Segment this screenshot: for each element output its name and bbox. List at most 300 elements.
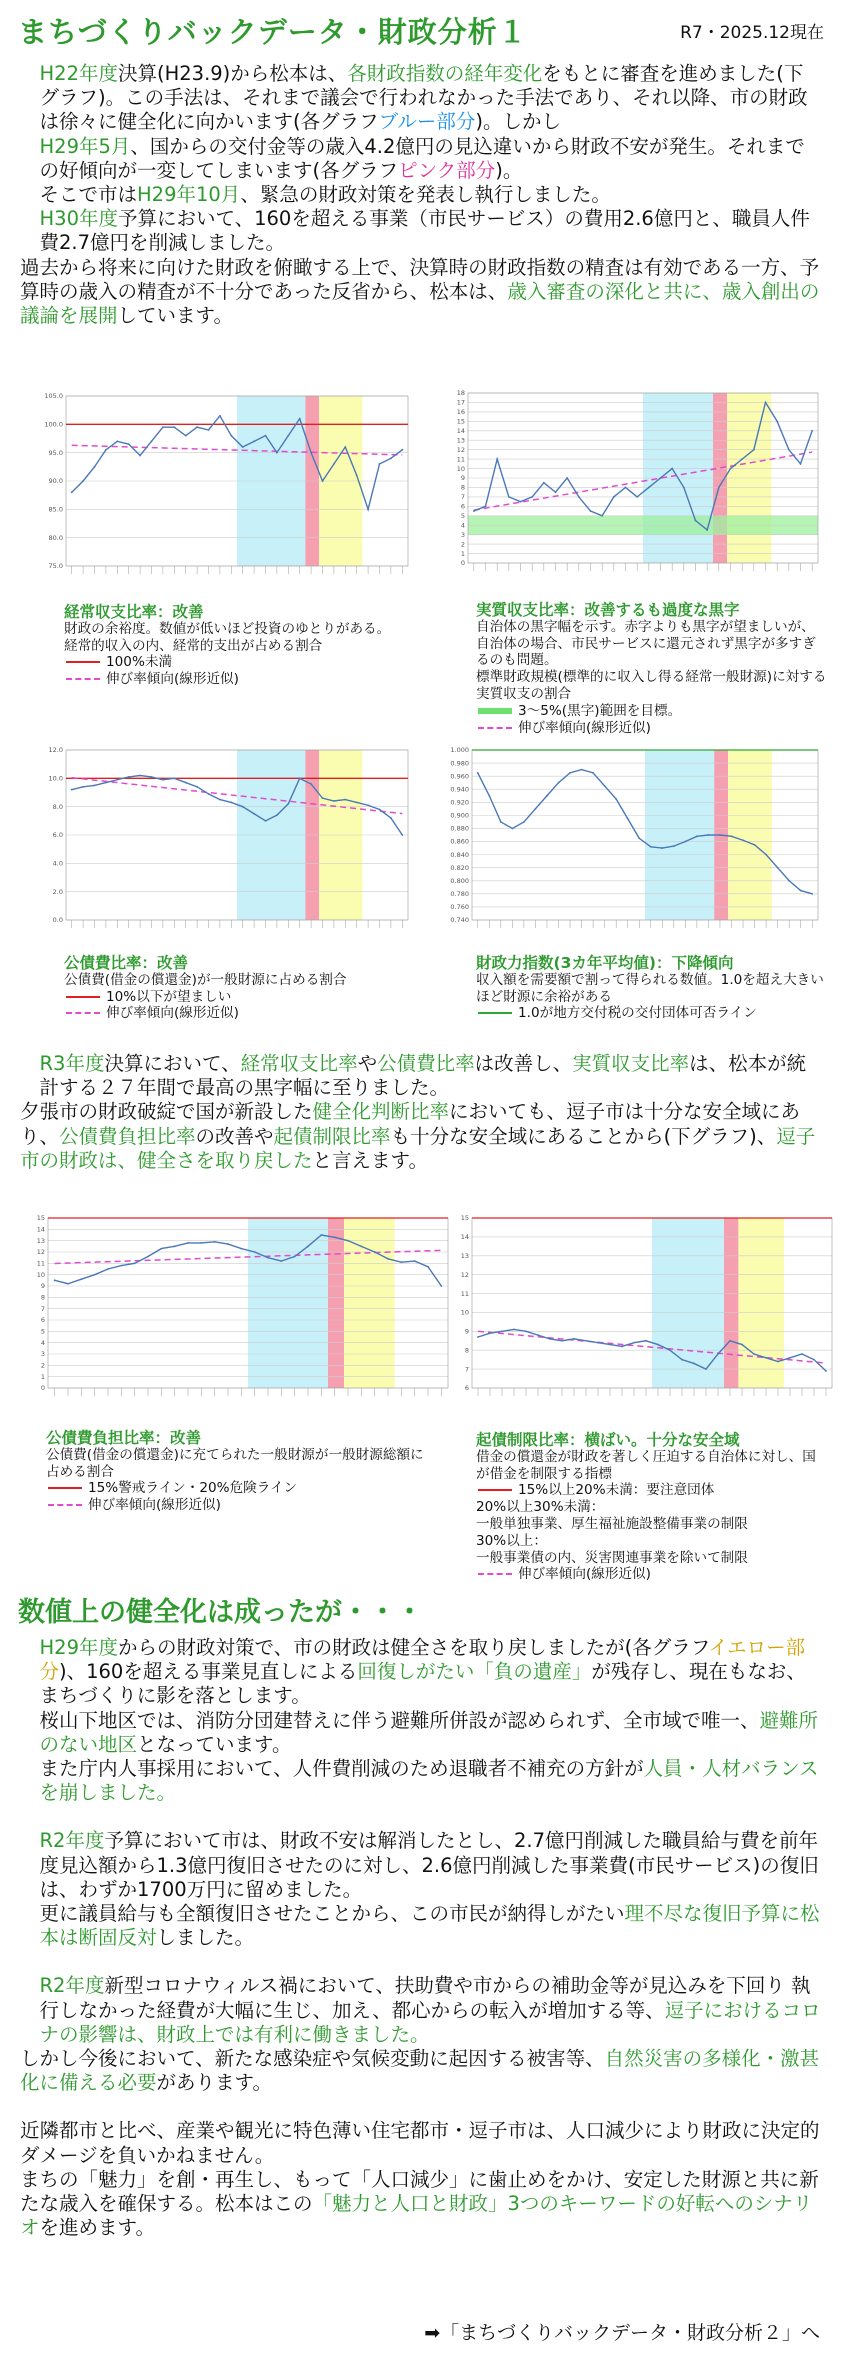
data-point [765,402,767,404]
data-point [765,854,767,856]
date-label: R7・2025.12現在 [680,23,824,43]
data-point [789,1357,791,1359]
data-point [116,779,118,781]
data-point [344,799,346,801]
data-point [765,1357,767,1359]
y-tick-label: 16 [456,408,465,417]
data-point [729,1340,731,1342]
data-point [621,1346,623,1348]
data-point [555,491,557,493]
caption-kosai-title: 公債費比率：改善 [64,954,189,972]
data-point [800,463,802,465]
intro-p2: H29年5月、国からの交付金等の歳入4.2億円の見込違いから財政不安が発生。それまでの好傾向が一変してしまいます(各グラフピンク部分)。 [39,134,805,182]
data-point [719,834,721,836]
y-tick-label: 15 [460,1214,469,1223]
y-tick-label: 11 [36,1259,45,1268]
y-tick-label: 8 [460,483,465,492]
data-point [531,496,533,498]
legend-jishitsu-green: 3～5%(黒字)範囲を目標。 [476,703,828,720]
y-tick-label: 0.0 [52,916,63,925]
data-point [294,1256,296,1258]
caption-keijo [64,604,414,688]
y-tick-label: 4 [40,1338,45,1347]
legend-kosai-pink: 伸び率傾向(線形近似) [64,1005,404,1022]
data-point [173,426,175,428]
section2-title: 数値上の健全化は成ったが・・・ [18,1597,423,1628]
data-point [276,814,278,816]
y-tick-label: 14 [460,1233,469,1242]
data-point [742,839,744,841]
y-tick-label: 12 [36,1248,45,1257]
caption-jishitsu-desc2: 標準財政規模(標準的に収入し得る経常一般財源)に対する実質収支の割合 [476,669,827,702]
y-tick-label: 80.0 [48,533,63,542]
data-point [660,477,662,479]
data-point [741,458,743,460]
y-tick-label: 2.0 [52,887,63,896]
data-point [128,776,130,778]
y-tick-label: 0.840 [450,850,469,859]
mid-text [20,1052,822,1173]
data-point [367,804,369,806]
data-point [310,783,312,785]
section2-p9: まちの「魅力」を創・再生し、もって「人口減少」に歯止めをかけ、安定した財源と共に新たな歳入を確保する。松本はこの「魅力と人口と財政」3つのキーワードの好転へのシナリオを進めます。 [20,2167,819,2240]
y-tick-label: 105.0 [44,392,63,401]
y-tick-label: 2 [460,540,465,549]
header [0,0,842,60]
data-point [227,1243,229,1245]
data-point [162,779,164,781]
y-tick-label: 0.820 [450,863,469,872]
data-point [636,496,638,498]
y-tick-label: 17 [456,398,465,407]
data-point [708,834,710,836]
data-point [347,1240,349,1242]
legend-jishitsu-pink: 伸び率傾向(線形近似) [476,720,828,737]
caption-kisai-desc1: 借金の償還金が財政を著しく圧迫する自治体に対し、国が借金を制限する指標 [476,1448,816,1482]
data-point [695,520,697,522]
data-point [401,834,403,836]
next-page-link[interactable]: ➡「まちづくりバックデータ・財政分析２」へ [424,2322,820,2344]
section2-p5: 更に議員給与も全額復旧させたことから、この市民が納得しがたい理不尽な復旧予算に松本は断固反対しました。 [39,1902,820,1950]
data-point [71,491,73,493]
section2-p6: R2年度新型コロナウィルス禍において、扶助費や市からの補助金等が見込みを下回り 執行しなかった経費が大幅に生じ、加え、都心からの転入が増加する等、逗子におけるコロナの影響は、財政上では有利に働きました。 [39,1974,821,2046]
data-point [573,1338,575,1340]
caption-jishitsu-title: 実質収支比率：改善するも過度な黒字 [476,601,740,619]
data-point [356,474,358,476]
data-point [139,455,141,457]
data-point [717,1353,719,1355]
y-tick-label: 9 [464,1327,469,1336]
y-tick-label: 0 [460,559,465,568]
yellow-band [738,1218,784,1388]
section2-p7: しかし今後において、新たな感染症や気候変動に起因する被害等、自然災害の多様化・激甚化に備える必要があります。 [20,2047,820,2095]
intro-p4: H30年度予算において、160を超える事業（市民サービス）の費用2.6億円と、職員人件費2.7億円を削減しました。 [39,207,810,255]
data-point [200,1242,202,1244]
data-point [367,508,369,510]
data-point [569,772,571,774]
data-point [230,435,232,437]
caption-keijo-title: 経常収支比率：改善 [64,603,204,621]
data-point [214,1241,216,1243]
y-tick-label: 75.0 [48,562,63,571]
data-point [287,803,289,805]
caption-kosaifutan-desc1: 公債費(借金の償還金)に充てられた一般財源が一般財源総額に占める割合 [46,1446,424,1480]
data-point [811,430,813,432]
legend-kisai-red: 15%以上20%未満：要注意団体 [476,1482,828,1499]
data-point [730,468,732,470]
data-point [753,449,755,451]
caption-kosaifutan [46,1430,426,1514]
caption-keijo-desc2: 経常的収入の内、経常的支出が占める割合 [64,637,323,654]
y-tick-label: 7 [460,493,465,502]
data-point [625,487,627,489]
data-point [825,1370,827,1372]
data-point [684,841,686,843]
y-tick-label: 7 [40,1304,45,1313]
y-tick-label: 0.900 [450,811,469,820]
data-point [592,772,594,774]
data-point [681,1359,683,1361]
data-point [473,510,475,512]
data-point [609,1344,611,1346]
data-point [604,785,606,787]
caption-kosai-desc1: 公債費(借金の償還金)が一般財源に占める割合 [64,971,347,988]
data-point [276,452,278,454]
y-tick-label: 0.780 [450,890,469,899]
y-tick-label: 6.0 [52,831,63,840]
data-point [253,440,255,442]
y-tick-label: 3 [460,530,465,539]
y-tick-label: 4 [460,521,465,530]
caption-kisai-desc5: 一般事業債の内、災害関連事業を除いて制限 [476,1549,748,1566]
data-point [94,1274,96,1276]
data-point [120,1265,122,1267]
y-tick-label: 5 [40,1327,45,1336]
data-point [208,793,210,795]
y-tick-label: 0.940 [450,785,469,794]
y-tick-label: 0.760 [450,903,469,912]
data-point [638,837,640,839]
y-tick-label: 0.800 [450,876,469,885]
caption-kisai-desc2: 20%以上30%未満： [476,1499,605,1516]
yellow-band [728,750,772,920]
data-point [581,769,583,771]
caption-zaisei-title: 財政力指数(3カ年平均値)：下降傾向 [476,954,734,972]
data-point [650,846,652,848]
caption-kisai-desc4: 30%以上： [476,1532,547,1549]
pink-band [328,1218,344,1388]
y-tick-label: 12.0 [48,746,63,755]
y-tick-label: 3 [40,1350,45,1359]
data-point [333,800,335,802]
y-tick-label: 15 [36,1214,45,1223]
data-point [240,1248,242,1250]
legend-kosaifutan-pink: 伸び率傾向(線形近似) [46,1497,426,1514]
caption-zaisei-desc1: 収入額を需要額で割って得られる数値。1.0を超え大きいほど財源に余裕がある [476,971,824,1005]
y-tick-label: 1.000 [450,746,469,755]
data-point [265,820,267,822]
legend-keijo-pink: 伸び率傾向(線形近似) [64,671,414,688]
data-point [67,1283,69,1285]
data-point [287,435,289,437]
page-title: まちづくりバックデータ・財政分析１ [18,15,528,49]
data-point [566,477,568,479]
data-point [585,1340,587,1342]
data-point [107,1268,109,1270]
data-point [496,458,498,460]
data-point [543,482,545,484]
data-point [500,821,502,823]
section2-p2: 桜山下地区では、消防分団建替えに伴う避難所併設が認められず、全市域で唯一、避難所のない地区となっています。 [39,1708,818,1756]
data-point [776,420,778,422]
data-point [627,818,629,820]
caption-kisai-title: 起債制限比率：横ばい。十分な安全域 [476,1431,740,1449]
data-point [788,449,790,451]
data-point [501,1330,503,1332]
y-tick-label: 9 [460,474,465,483]
section2-text [20,1636,822,2240]
data-point [753,1353,755,1355]
y-tick-label: 1 [460,549,465,558]
data-point [128,443,130,445]
caption-keijo-desc1: 財政の余裕度。数値が低いほど投資のゆとりがある。 [64,620,391,637]
data-point [208,429,210,431]
intro-p5: 過去から将来に向けた財政を俯瞰する上で、決算時の財政指数の精査は有効である一方、予算時の歳入の精査が不十分であった反省から、松本は、歳入審査の深化と共に、歳入創出の議論を展開しています。 [20,255,820,328]
data-point [561,1340,563,1342]
data-point [645,1340,647,1342]
data-point [71,789,73,791]
data-point [160,1248,162,1250]
chart-kosai [18,742,418,942]
data-point [82,786,84,788]
data-point [513,1329,515,1331]
data-point [196,786,198,788]
legend-kosai-red: 10%以下が望ましい [64,989,404,1006]
y-tick-label: 90.0 [48,477,63,486]
data-point [535,808,537,810]
y-tick-label: 95.0 [48,448,63,457]
data-point [105,449,107,451]
data-point [741,1344,743,1346]
data-point [134,1262,136,1264]
mid-p2: 夕張市の財政破綻で国が新設した健全化判断比率においても、逗子市は十分な安全域にあり、公債費負担比率の改善や起債制限比率も十分な安全域にあることから(下グラフ)、逗子市の財政は、健全さを取り戻したと言えます。 [20,1100,816,1172]
mid-p1: R3年度決算において、経常収支比率や公債費比率は改善し、実質収支比率は、松本が統計する２７年間で最高の黒字幅に至りました。 [39,1052,807,1100]
blue-band [248,1218,328,1388]
pink-band [724,1218,738,1388]
y-tick-label: 6 [464,1384,469,1393]
data-point [344,446,346,448]
y-tick-label: 7 [464,1365,469,1374]
data-point [307,1245,309,1247]
data-point [265,435,267,437]
data-point [489,1332,491,1334]
data-point [310,452,312,454]
y-tick-label: 0.920 [450,798,469,807]
data-point [162,426,164,428]
y-tick-label: 11 [460,1289,469,1298]
caption-jishitsu [476,602,828,736]
data-point [633,1342,635,1344]
y-tick-label: 18 [456,389,465,398]
data-point [673,845,675,847]
y-tick-label: 9 [40,1282,45,1291]
data-point [116,440,118,442]
chart-keijo [18,388,418,588]
data-point [800,890,802,892]
y-tick-label: 8.0 [52,802,63,811]
y-tick-label: 5 [460,511,465,520]
data-point [400,1261,402,1263]
data-point [139,775,141,777]
legend-zaisei-dgreen: 1.0が地方交付税の交付団体可否ライン [476,1005,826,1022]
data-point [80,1278,82,1280]
data-point [523,821,525,823]
data-point [94,466,96,468]
data-point [488,795,490,797]
data-point [356,802,358,804]
data-point [219,799,221,801]
y-tick-label: 0.880 [450,824,469,833]
data-point [754,844,756,846]
y-tick-label: 13 [36,1236,45,1245]
yellow-band [344,1218,395,1388]
data-point [185,782,187,784]
y-tick-label: 10.0 [48,774,63,783]
data-point [511,828,513,830]
y-tick-label: 4.0 [52,859,63,868]
legend-kosaifutan-red: 15%警戒ライン・20%危険ライン [46,1480,426,1497]
y-tick-label: 14 [36,1225,45,1234]
data-point [105,782,107,784]
y-tick-label: 10 [456,464,465,473]
data-point [427,1266,429,1268]
data-point [387,1258,389,1260]
chart-zaisei [428,742,828,942]
section2-p3: また庁内人事採用において、人件費削減のため退職者不補充の方針が人員・人材バランスを崩しました。 [39,1757,819,1805]
data-point [185,435,187,437]
data-point [390,817,392,819]
y-tick-label: 11 [456,455,465,464]
data-point [299,777,301,779]
data-point [379,809,381,811]
data-point [174,1245,176,1247]
y-tick-label: 6 [460,502,465,511]
y-tick-label: 85.0 [48,505,63,514]
data-point [601,515,603,517]
data-point [242,806,244,808]
caption-jishitsu-desc1: 自治体の黒字幅を示す。赤字よりも黒字が望ましいが、自治体の場合、市民サービスに還元されず黒字が多すぎるのも問題。 [476,618,816,669]
y-tick-label: 100.0 [44,420,63,429]
y-tick-label: 8 [464,1346,469,1355]
chart-jishitsu [428,385,828,585]
data-point [360,1245,362,1247]
data-point [683,487,685,489]
data-point [705,1368,707,1370]
caption-kosai [64,955,404,1022]
y-tick-label: 0.980 [450,759,469,768]
data-point [414,1260,416,1262]
blue-band [652,1218,724,1388]
data-point [151,776,153,778]
data-point [613,496,615,498]
data-point [597,1342,599,1344]
data-point [788,880,790,882]
data-point [813,1359,815,1361]
data-point [520,501,522,503]
y-tick-label: 1 [40,1372,45,1381]
data-point [537,1334,539,1336]
data-point [322,480,324,482]
data-point [322,797,324,799]
y-tick-label: 0.740 [450,916,469,925]
chart-kosaifutan [18,1210,458,1410]
y-tick-label: 13 [460,1251,469,1260]
intro-text [20,62,822,328]
y-tick-label: 10 [36,1270,45,1279]
data-point [693,1363,695,1365]
data-point [590,510,592,512]
y-tick-label: 8 [40,1293,45,1302]
data-point [669,1349,671,1351]
data-point [648,487,650,489]
intro-p3: そこで市はH29年10月、緊急の財政対策を発表し執行しました。 [39,183,611,207]
data-point [333,463,335,465]
data-point [82,480,84,482]
data-point [320,1234,322,1236]
chart-kisai [440,1210,840,1410]
y-tick-label: 6 [40,1316,45,1325]
data-point [219,415,221,417]
data-point [706,529,708,531]
y-tick-label: 2 [40,1361,45,1370]
caption-kosaifutan-title: 公債費負担比率：改善 [46,1429,202,1447]
data-point [390,457,392,459]
data-point [731,835,733,837]
data-point [379,463,381,465]
section2-p1: H29年度からの財政対策で、市の財政は健全さを取り戻しましたが(各グラフイエロー部分)、160を超える事業見直しによる回復しがたい「負の遺産」が残存し、現在もなお、まちづくりに影を落とします。 [39,1636,806,1708]
data-point [94,785,96,787]
data-point [230,802,232,804]
data-point [477,772,479,774]
data-point [147,1256,149,1258]
data-point [253,813,255,815]
y-tick-label: 14 [456,426,465,435]
data-point [54,1279,56,1281]
data-point [401,449,403,451]
y-tick-label: 10 [460,1308,469,1317]
data-point [661,847,663,849]
data-point [546,795,548,797]
data-point [657,1344,659,1346]
data-point [477,1336,479,1338]
data-point [558,782,560,784]
data-point [254,1251,256,1253]
data-point [777,1361,779,1363]
data-point [671,468,673,470]
data-point [187,1242,189,1244]
y-tick-label: 15 [456,417,465,426]
y-tick-label: 0.960 [450,772,469,781]
y-tick-label: 0 [40,1384,45,1393]
data-point [578,496,580,498]
data-point [718,487,720,489]
data-point [173,777,175,779]
y-tick-label: 13 [456,436,465,445]
data-point [508,496,510,498]
section2-p4: R2年度予算において市は、財政不安は解消したとし、2.7億円削減した職員給与費を前年度見込額から1.3億円復旧させたのに対し、2.6億円削減した事業費(市民サービス)の復旧は、わずか1700万円に留めました。 [39,1829,819,1901]
data-point [801,1353,803,1355]
caption-kisai-desc3: 一般単独事業、厚生福祉施設整備事業の制限 [476,1515,748,1532]
